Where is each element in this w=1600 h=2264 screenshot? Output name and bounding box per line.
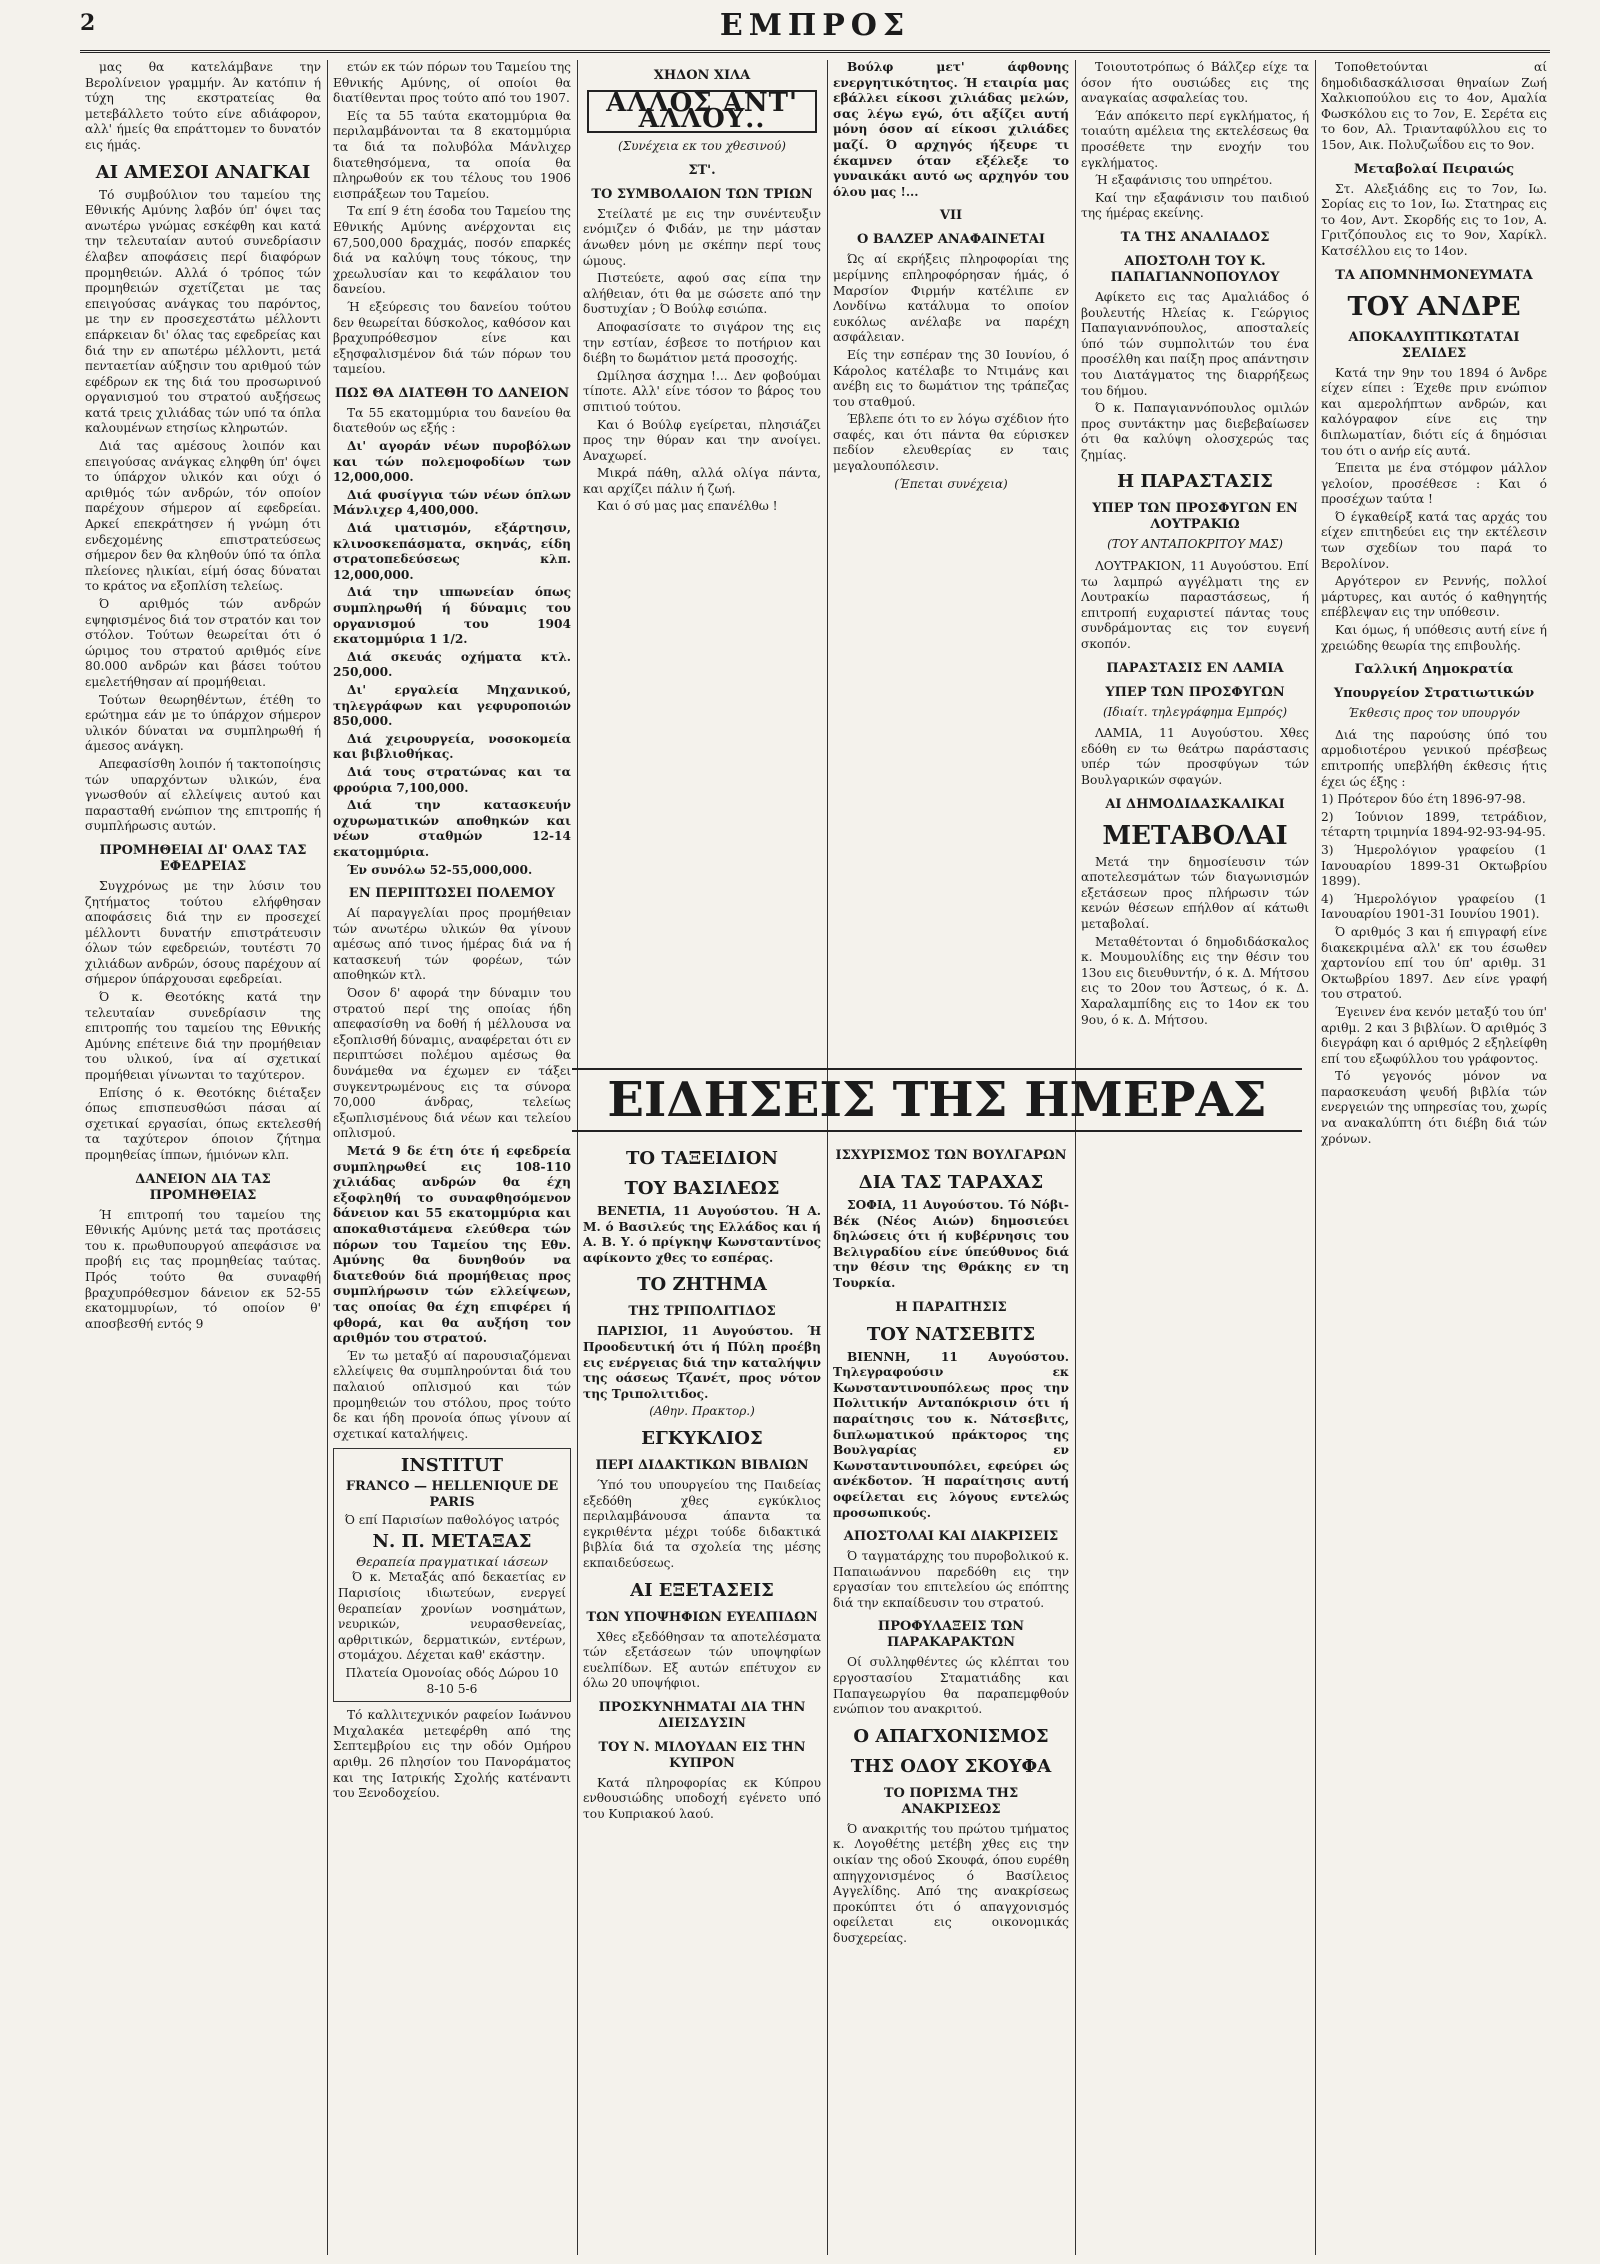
article-text: Έπειτα με ένα στόμφον μάλλον γελοίον, προσέθεσε : Και ό προσέχων ταύτα ! (1321, 461, 1547, 507)
newspaper-name: ΕΜΠΡΟΣ (719, 8, 911, 43)
article-text: ετών εκ τών πόρων του Ταμείου της Εθνικής Αμύνης, οί οποίοι θα διατίθενται προς τούτο από του 1907. (333, 60, 571, 106)
section-heading: Η ΠΑΡΑΣΤΑΣΙΣ (1117, 471, 1273, 493)
list-item: Διά φυσίγγια τών νέων όπλων Μάνλιχερ 4,400,000. (333, 487, 571, 518)
section-heading: ΑΠΟΣΤΟΛΑΙ ΚΑΙ ΔΙΑΚΡΙΣΕΙΣ (843, 1529, 1059, 1545)
section-heading: ΑΠΟΣΤΟΛΗ ΤΟΥ Κ. ΠΑΠΑΓΙΑΝΝΟΠΟΥΛΟΥ (1110, 253, 1280, 285)
section-heading: Η ΠΑΡΑΙΤΗΣΙΣ (895, 1299, 1007, 1315)
section-heading: ΔΑΝΕΙΟΝ ΔΙΑ ΤΑΣ ΠΡΟΜΗΘΕΙΑΣ (135, 1171, 271, 1203)
section-heading: ΠΕΡΙ ΔΙΔΑΚΤΙΚΩΝ ΒΙΒΛΙΩΝ (595, 1457, 809, 1473)
column-3 (583, 60, 821, 1060)
section-heading: ΤΩΝ ΥΠΟΨΗΦΙΩΝ ΕΥΕΛΠΙΔΩΝ (586, 1609, 818, 1625)
section-heading: ΤΟΥ ΝΑΤΣΕΒΙΤΣ (866, 1323, 1036, 1345)
section-heading: ΤΟΥ ΑΝΔΡΕ (1347, 291, 1521, 322)
section-heading: ΤΗΣ ΤΡΙΠΟΛΙΤΙΔΟΣ (628, 1304, 776, 1320)
article-text: Μεταθέτονται ό δημοδιδάσκαλος κ. Μουμουλίδης εις την θέσιν του 13ου εις διευθυντήν, ό κ. Δ. Μήτσου εις το 20ον του Άστεως, ό κ. Δ. Χαραλαμπίδης εις το 14ον εκ του 9ου, ό κ. Δ. Μήτσου. (1081, 934, 1309, 1027)
column-4-lower (833, 1140, 1069, 2255)
article-text: Ό ταγματάρχης του πυροβολικού κ. Παπαιωάννου παρεδόθη εις την εργασίαν του επιτελείου ώς επόπτης διά την εκπαίδευσιν του στρατού. (833, 1549, 1069, 1610)
column-divider (327, 60, 328, 2255)
article-text: Πιστεύετε, αφού σας είπα την αλήθειαν, ότι θα με σώσετε από την δυστυχίαν ; Ό Βούλφ εσιώπα. (583, 271, 821, 317)
article-text: Αφίκετο εις τας Αμαλιάδος ό βουλευτής Ηλείας κ. Γεώργιος Παπαγιαννόπουλος, αποσταλείς ύπό τών συμπολιτών του ένα προσέλθη και παίξη προς απάντησιν του Διατάγματος της διαρρήξεως του δήμου. (1081, 289, 1309, 398)
article-text: Τοποθετούνται αί δημοδιδασκάλισσαι θηναίων Ζωή Χαλκιοπούλου εις το 4ον, Αμαλία Φωσκόλου εις το 7ον, Ε. Σερέτα εις το 6ον, Αλ. Τριανταφύλλου εις το 15ον, Αικ. Πολυζωΐδου εις το 9ον. (1321, 60, 1547, 152)
article-text: Είς τα 55 ταύτα εκατομμύρια θα περιλαμβάνονται τα 8 εκατομμύρια τα διά τα πολυβόλα Μάνλιχερ διατεθησόμενα, τα οποία θα πληρωθούν εκ του τέλους του 1906 εισπράξεων του Ταμείου. (333, 108, 571, 201)
section-heading: ΑΙ ΑΜΕΣΟΙ ΑΝΑΓΚΑΙ (95, 161, 311, 183)
article-text: Τό συμβούλιον του ταμείου της Εθνικής Αμύνης λαβόν ύπ' όψει τας ανωτέρω γνώμας εσκέφθη και κατά την τελευταίαν αυτού συνεδρίασιν έλαβεν αποφάσεις περί διαφόρων προμηθειών. Αλλά ό τρόπος τών προμηθειών σχετίζεται με τας επειγούσας ανάγκας του παρόντος, με την εν προσεχεστάτω μέλλοντι επάρκειαν δι' όλας τας εφεδρείας και διά την εν απωτέρω μέλλοντι, μετά πενταετίαν αύξησιν του αριθμού τών εφέδρων εκ της διά του προσωρινού οργανισμού του στρατού αυξήσεως κατά τρεις χιλιάδας τών υπό τα όπλα καλουμένων ετησίως κληρωτών. (85, 187, 321, 436)
chapter-number: ΣΤ'. (688, 162, 716, 178)
ad-address: Πλατεία Ομονοίας οδός Δώρου 10 (345, 1666, 559, 1681)
article-text: Ώς αί εκρήξεις πληροφορίαι της μερίμνης επληροφόρησαν ήμάς, ό Μαρσίον Φιρμήν κατέλιπε εν Λονδίνω κατάλυμα το οποίον ευκόλως ανέλαβε να παρέχη ασφάλειαν. (833, 252, 1069, 345)
article-text: Και ό σύ μας μας επανέλθω ! (597, 499, 778, 514)
chapter-title: Ο ΒΑΛΖΕΡ ΑΝΑΦΑΙΝΕΤΑΙ (857, 232, 1045, 248)
column-divider (827, 60, 828, 2255)
section-heading: ΔΙΑ ΤΑΣ ΤΑΡΑΧΑΣ (858, 1172, 1044, 1193)
section-heading: ΧΗΔΟΝ ΧΙΛΑ (653, 68, 751, 83)
article-text: Διά τας αμέσους λοιπόν και επειγούσας ανάγκας εληφθη ύπ' όψει το ύπάρχον υλικόν και ούχι ό αριθμός τών ανδρών, τόν οποίον παρέχουν σήμερον αί εφεδρείαι. Αρκεί επεκράτησεν ή γνώμη ότι ενδεχομένης επιστρατεύσεως σήμερον δεν θα κληθούν ύπό τα όπλα πλείονες ηλικίαι, είμή όσας δύναται το κράτος να εξοπλίση τελείως. (85, 439, 321, 594)
section-heading: ΤΗΣ ΟΔΟΥ ΣΚΟΥΦΑ (850, 1755, 1052, 1777)
masthead (80, 8, 1550, 52)
chapter-number: VII (939, 208, 963, 224)
continued-note: (Έπεται συνέχεια) (894, 476, 1008, 491)
article-text: Τό καλλιτεχνικόν ραφείον Ιωάννου Μιχαλακέα μετεφέρθη από της Σεπτεμβρίου εις την οδόν Ομήρου αριθμ. 26 πλησίον του Πανοράματος και της Ιατρικής Σχολής κατέναντι του Ξενοδοχείου. (333, 1708, 571, 1801)
list-item: Δι' αγοράν νέων πυροβόλων και τών πολεμοφοδίων των 12,000,000. (333, 439, 571, 485)
article-text: Τα επί 9 έτη έσοδα του Ταμείου της Εθνικής Αμύνης ανέρχονται εις 67,500,000 δραχμάς, ποσόν επαρκές διά να καλύψη τους τόκους, την χρεωλυσίαν και το κεφάλαιον του δανείου. (333, 204, 571, 297)
article-text: Τούτων θεωρηθέντων, έτέθη το ερώτημα εάν με το ύπάρχον σήμερον υλικόν δύναται να συμπληρωθή ή άμεσος ανάγκη. (85, 692, 321, 754)
list-item: Διά σκευάς οχήματα κτλ. 250,000. (333, 649, 571, 680)
article-text: μας θα κατελάμβανε την Βερολίνειον γραμμήν. Άν κατόπιν ή τύχη της εκστρατείας θα μετεβάλλετο τούτο είνε αδιάφορον, αλλ' ήμείς θα επράττομεν το δυνατόν εις ήμάς. (85, 60, 321, 152)
article-text: Ύπό του υπουργείου της Παιδείας εξεδόθη χθες εγκύκλιος περιλαμβάνουσα άπαντα τα εγκριθέντα μέχρι τούδε διδακτικά βιβλία διά τα σχολεία της μέσης εκπαιδεύσεως. (583, 1477, 821, 1570)
article-text: ΛΑΜΙΑ, 11 Αυγούστου. Χθες εδόθη εν τω θεάτρω παράστασις υπέρ τών προσφύγων τών Βουλγαρικών σφαγών. (1081, 726, 1309, 787)
masthead-rule (80, 50, 1550, 53)
article-text: Απεφασίσθη λοιπόν ή τακτοποίησις τών υπαρχόντων υλικών, ένα γνωσθούν αί ελλείψεις αυτού και παρασταθή ενώπιον της επιτροπής ή συμπλήρωσις αυτών. (85, 756, 321, 834)
ad-body: Ό κ. Μεταξάς από δεκαετίας εν Παρισίοις ιδιωτεύων, ενεργεί θεραπείαν χρονίων νοσημάτων, νευρικών, νευρασθενείας, αρθριτικών, δερματικών, εντέρων, στομάχου. Δέχεται καθ' εκάστην. (338, 1570, 566, 1663)
article-text: Αί παραγγελίαι προς προμήθειαν τών ανωτέρω υλικών θα γίνουν αμέσως από τινος ήμέρας διά να ή κατασκευή τών φορέων, τών αποθηκών κτλ. (333, 906, 571, 983)
section-heading: Υπουργείον Στρατιωτικών (1333, 686, 1535, 702)
article-text: Μικρά πάθη, αλλά ολίγα πάντα, και αρχίζει πάλιν ή ζωή. (583, 466, 821, 496)
ad-line: Ό επί Παρισίων παθολόγος ιατρός (344, 1513, 560, 1528)
section-heading: ΕΓΚΥΚΛΙΟΣ (641, 1427, 763, 1449)
section-heading: ΠΡΟΣΚΥΝΗΜΑΤΑΙ ΔΙΑ ΤΗΝ ΔΙΕΙΣΔΥΣΙΝ (598, 1699, 806, 1731)
serial-title: ΑΛΛΟΣ ΑΝΤ' ΑΛΛΟΥ.. (587, 90, 817, 133)
article-text: Ή εξαφάνισις του υπηρέτου. (1095, 173, 1273, 188)
column-4 (833, 60, 1069, 1060)
section-heading: ΑΙ ΔΗΜΟΔΙΔΑΣΚΑΛΙΚΑΙ (1105, 796, 1285, 812)
article-text: Κατά την 9ην του 1894 ό Άνδρε είχεν είπει : Έχεθε πριν ενώπιον και αμερολήπτων ανδρών, και καλόγραφον είνε εις την διπλωματίαν, διότι είς ά δημόσιαι του ότι ο ανήρ είς αυτά. (1321, 365, 1547, 458)
list-item: Διά τους στρατώνας και τα φρούρια 7,100,000. (333, 764, 571, 795)
article-text: Ό κ. Παπαγιαννόπουλος ομιλών προς συντάκτην μας διεβεβαίωσεν ότι θα καλύψη ολοσχερώς τας ζημίας. (1081, 401, 1309, 462)
list-item: Διά χειρουργεία, νοσοκομεία και βιβλιοθήκας. (333, 731, 571, 762)
section-heading: ΠΡΟΦΥΛΑΞΕΙΣ ΤΩΝ ΠΑΡΑΚΑΡΑΚΤΩΝ (877, 1619, 1025, 1651)
article-text: Έβλεπε ότι το εν λόγω σχέδιον ήτο σαφές, και ότι πάντα θα εύρισκεν πεδίον ελευθερίας εν ταις μεγαλουπόλεσιν. (833, 412, 1069, 474)
article-text: ΠΑΡΙΣΙΟΙ, 11 Αυγούστου. Ή Προοδευτική ότι ή Πύλη προέβη εις ενέργειας διά την καταλήψιν της οάσεως Τζανέτ, προς νότον της Τριπολιτιδος. (583, 1324, 821, 1401)
section-heading: Μεταβολαί Πειραιώς (1354, 161, 1514, 177)
section-heading: ΑΠΟΚΑΛΥΠΤΙΚΩΤΑΤΑΙ ΣΕΛΙΔΕΣ (1348, 329, 1520, 361)
article-text: Ό αριθμός τών ανδρών εψηφισμένος διά τον στρατόν και τον στόλον. Τούτων θεωρείται ότι ό ώριμος του στρατού αριθμός είνε 80.000 ανδρών και βάσει τούτου εμελετήθησαν αί προμήθειαι. (85, 597, 321, 689)
advertisement (333, 1448, 571, 1702)
section-heading: ΤΟ ΤΑΞΕΙΔΙΟΝ (625, 1148, 779, 1169)
ad-specialty: Θεραπεία πραγματικαί ιάσεων (356, 1554, 548, 1569)
article-text: Κατά πληροφορίας εκ Κύπρου ενθουσιώδης υποδοχή εγένετο υπό του Κυπριακού λαού. (583, 1775, 821, 1822)
subtitle: Έκθεσις προς τον υπουργόν (1348, 706, 1520, 721)
article-text: Είς την εσπέραν της 30 Ιουνίου, ό Κάρολος κατέλαβε το Ντιμάνς και ανέβη εις το δωμάτιον της τράπεζας του σταθμού. (833, 347, 1069, 409)
article-text: Ό έγκαθείρξ κατά τας αρχάς του είχεν επιτηδεύει εις την εκτέλεσιν των σχεδίων του παρά το Βερολίνον. (1321, 509, 1547, 571)
section-heading: ΠΩΣ ΘΑ ΔΙΑΤΕΘΗ ΤΟ ΔΑΝΕΙΟΝ (334, 385, 570, 401)
article-text: Ωμίλησα άσχημα !... Δεν φοβούμαι τίποτε. Αλλ' είνε τόσον το βάρος του σπιτιού τούτου. (583, 368, 821, 414)
article-text: Έάν απόκειτο περί εγκλήματος, ή τοιαύτη αμέλεια της εκτελέσεως θα προσέθετε την ενοχήν του εγκλήματος. (1081, 108, 1309, 170)
column-divider (1075, 60, 1076, 2255)
list-item: Διά ιματισμόν, εξάρτησιν, κλινοσκεπάσματα, σκηνάς, είδη στρατοπεδεύσεως κλπ. 12,000,000. (333, 521, 571, 582)
page-number: 2 (80, 10, 96, 36)
section-heading: ΤΟΥ Ν. ΜΙΛΟΥΔΑΝ ΕΙΣ ΤΗΝ ΚΥΠΡΟΝ (598, 1739, 806, 1771)
list-item: Έν συνόλω 52-55,000,000. (347, 862, 533, 877)
article-text: Όσον δ' αφορά την δύναμιν του στρατού περί της οποίας ήδη απεφασίσθη να δοθή ή μέλλουσα να εξοπλισθή δύναμις, αναφέρεται ότι εν περιπτώσει πολέμου αμέσως θα δυνάμεθα να έχωμεν εν τάξει συγκεντρωμένους εις τα σύνορα 70,000 άνδρας, τελείως εξωπλισμένους διά νέων και τελείου οπλισμού. (333, 986, 571, 1141)
section-heading: ΙΣΧΥΡΙΣΜΟΣ ΤΩΝ ΒΟΥΛΓΑΡΩΝ (835, 1148, 1067, 1163)
article-text: Αργότερον εν Ρεννής, πολλοί μάρτυρες, και αυτός ό καθηγητής επέβλεψαν εις την υπόθεσιν. (1321, 574, 1547, 620)
list-item: 4) Ήμερολόγιον γραφείου (1 Ιανουαρίου 1901-31 Ιουνίου 1901). (1321, 891, 1547, 922)
list-item: 2) Ίούνιον 1899, τετράδιον, τέταρτη τριμηνία 1894-92-93-94-95. (1321, 809, 1547, 840)
subtitle: (ΤΟΥ ΑΝΤΑΠΟΚΡΙΤΟΥ ΜΑΣ) (1107, 537, 1283, 552)
subtitle: (Ιδιαίτ. τηλεγράφημα Εμπρός) (1102, 704, 1288, 719)
column-3-lower (583, 1140, 821, 2255)
ad-subheading: FRANCO — HELLENIQUE DE PARIS (345, 1479, 559, 1511)
article-text: Στ. Αλεξιάδης εις το 7ον, Ιω. Σορίας εις το 1ον, Ιω. Στατηρας εις το 4ον, Αντ. Σκορδής εις το 1ον, Α. Γριτζόπουλος εις το 9ον, Χαρίκλ. Κατσέλλου εις το 14ον. (1321, 181, 1547, 258)
article-text: Τα 55 εκατομμύρια του δανείου θα διατεθούν ως εξής : (333, 405, 571, 436)
article-text: Έγεινεν ένα κενόν μεταξύ του ύπ' αριθμ. 2 και 3 βιβλίων. Ό αριθμός 3 διεγράφη και ό αριθμός 2 εξηλείφθη επί του εξωφύλλου του γράφοντος. (1321, 1004, 1547, 1066)
section-heading: ΤΟ ΠΟΡΙΣΜΑ ΤΗΣ ΑΝΑΚΡΙΣΕΩΣ (883, 1785, 1019, 1817)
article-text: Έν τω μεταξύ αί παρουσιαζόμεναι ελλείψεις θα συμπληρούνται διά του παλαιού οπλισμού και τών προμηθειών του στόλου, προς τούτο δε και ήδη προνοία όπως γίνουν αί σχετικαί καταλήψεις. (333, 1348, 571, 1441)
column-2 (333, 60, 571, 2255)
section-heading: Ο ΑΠΑΓΧΟΝΙΣΜΟΣ (853, 1725, 1049, 1747)
ad-hours: 8-10 5-6 (426, 1681, 478, 1696)
article-text: Χθες εξεδόθησαν τα αποτελέσματα τών εξετάσεων τών υποψηφίων ευελπίδων. Εξ αυτών επέτυχον εν όλω 20 υποψήφιοι. (583, 1629, 821, 1691)
list-item: 1) Πρότερον δύο έτη 1896-97-98. (1321, 792, 1526, 807)
article-text: Οί συλληφθέντες ώς κλέπται του εργοστασίου Σταματιάδης και Παπαγεωργίου θα παραπεμφθούν ενώπιον του ανακριτού. (833, 1655, 1069, 1717)
ad-name: Ν. Π. ΜΕΤΑΞΑΣ (372, 1530, 532, 1552)
list-item: 3) Ήμερολόγιον γραφείου (1 Ιανουαρίου 1899-31 Οκτωβρίου 1899). (1321, 842, 1547, 889)
section-heading: ΤΟΥ ΒΑΣΙΛΕΩΣ (624, 1178, 780, 1199)
article-text: Διά της παρούσης ύπό του αρμοδιοτέρου γενικού πρέσβεως επιτροπής υπεβλήθη έκθεσις ήτις έχει ώς έξης : (1321, 727, 1547, 789)
article-text: Και όμως, ή υπόθεσις αυτή είνε ή χρειώδης θεωρία της επιβουλής. (1321, 623, 1547, 653)
section-heading: ΤΑ ΑΠΟΜΝΗΜΟΝΕΥΜΑΤΑ (1335, 267, 1533, 283)
article-text: Επίσης ό κ. Θεοτόκης διέταξεν όπως επισπευσθώσι πάσαι αί σχετικαί εργασίαι, όπως εκτελεσθή τα ταχύτερον όποιον ζήτημα προμηθείας ίππων, ήμιόνων κλπ. (85, 1085, 321, 1162)
article-text: Συγχρόνως με την λύσιν του ζητήματος τούτου ελήφθησαν αποφάσεις διά την εν προσεχεί μέλλοντι δυνατήν επιστράτευσιν όλων τών εφεδρειών, τουτέστι 70 χιλιάδων ανδρών, όσους παρέχουν αί σήμερον ύπάρχουσαι εφεδρείαι. (85, 878, 321, 987)
section-heading: Γαλλική Δημοκρατία (1354, 662, 1514, 678)
article-text: Μετά την δημοσίευσιν τών αποτελεσμάτων τών διαγωνισμών εξετάσεων προς πλήρωσιν τών κενών θέσεων επήλθον αί κάτωθι μεταβολαί. (1081, 854, 1309, 931)
list-item: Διά την κατασκευήν οχυρωματικών αποθηκών και νέων σταθμών 12-14 εκατομμύρια. (333, 798, 571, 859)
source-note: (Αθην. Πρακτορ.) (649, 1404, 755, 1419)
section-heading: ΠΑΡΑΣΤΑΣΙΣ ΕΝ ΛΑΜΙΑ (1106, 660, 1284, 676)
section-heading: ΜΕΤΑΒΟΛΑΙ (1102, 820, 1288, 851)
article-text: ΛΟΥΤΡΑΚΙΟΝ, 11 Αυγούστου. Επί τω λαμπρώ αγγέλματι της εν Λουτρακίω παραστάσεως, ή επιτροπή ευχαριστεί πάντας τους συνδράμοντας εις τον ευγενή σκοπόν. (1081, 559, 1309, 652)
section-heading: ΑΙ ΕΞΕΤΑΣΕΙΣ (630, 1579, 774, 1601)
article-text: Ό ανακριτής του πρώτου τμήματος κ. Λογοθέτης μετέβη χθες εις την οικίαν της οδού Σκουφά, όπου ευρέθη απηγχονισμένος ό Βασίλειος Αγγελίδης. Από της ανακρίσεως προκύπτει ότι ό απαγχονισμός οφείλεται εις οικονομικάς δυσχερείας. (833, 1821, 1069, 1945)
article-text: Και ό Βούλφ εγείρεται, πλησιάζει προς την θύραν και την ανοίγει. Αναχωρεί. (583, 417, 821, 463)
article-text: Αποφασίσατε το σιγάρον της εις την εστίαν, έσβεσε το ποτήριον και διέβη το δωμάτιον μετά προσοχής. (583, 319, 821, 366)
article-text: Στείλατέ με εις την συνέντευξιν ενόμιζεν ό Φιδάν, με την μάσταν άνωθεν μόνη με σκέπην περί τους ώμους. (583, 206, 821, 268)
article-text: ΣΟΦΙΑ, 11 Αυγούστου. Τό Νόβι-Βέκ (Νέος Αιών) δημοσιεύει δηλώσεις ότι ή κυβέρνησις του Βελιγραδίου είνε ύπεύθυνος διά την θέσιν της Θράκης εν τη Τουρκία. (833, 1198, 1069, 1290)
article-text: Βούλφ μετ' άφθονης ενεργητικότητος. Ή εταιρία μας εβάλλει είκοσι χιλιάδας μελών, σας λέγω εγώ, ότι αξίζει αυτή μόνη όσον αί είκοσι χιλιάδες μαζί. Ό αρχηγός ήξευρε τι έκαμνεν όταν εξέλεξε το γυναικάκι αυτό ως αρχηγόν του όλου μας !... (833, 60, 1069, 199)
article-text: Τό γεγονός μόνον να παρασκευάση ψευδή βιβλία τών ενεργειών της υπηρεσίας του, χωρίς να ανακαλύπτη ότι διέβη διά τών χρόνων. (1321, 1069, 1547, 1146)
ad-heading: INSTITUT (400, 1455, 504, 1477)
column-1 (85, 60, 321, 2255)
article-text: Ό κ. Θεοτόκης κατά την τελευταίαν συνεδρίασιν της επιτροπής του ταμείου της Εθνικής Αμύνης επέτεινε διά την προμήθειαν του υλικού, ίνα αί σχετικαί προμήθειαι γίνωνται το ταχύτερον. (85, 990, 321, 1083)
article-text: ΒΙΕΝΝΗ, 11 Αυγούστου. Τηλεγραφούσιν εκ Κωνσταντινουπόλεως προς την Πολιτικήν Ανταπόκρισιν ότι ή παραίτησις του κ. Νάτσεβιτς, διπλωματικού πράκτορος της Βουλγαρίας εν Κωνσταντινουπόλει, εφεύρει ώς ανέκδοτον. Ή παραίτησις αυτή οφείλεται εις λόγους εντελώς προσωπικούς. (833, 1349, 1069, 1520)
column-6 (1321, 60, 1547, 2255)
article-text: Ό αριθμός 3 και ή επιγραφή είνε διακεκριμένα αλλ' εκ του έσωθεν χαρτονίου επί του ύπ' αριθμ. 31 Οκτωβρίου 1897. Δεν είνε γραφή του στρατού. (1321, 924, 1547, 1002)
chapter-title: ΤΟ ΣΥΜΒΟΛΑΙΟΝ ΤΩΝ ΤΡΙΩΝ (591, 186, 813, 202)
article-text: Ή εξεύρεσις του δανείου τούτου δεν θεωρείται δύσκολος, καθόσον και βραχυπρόθεσμον είνε και εξησφαλισμένον διά τών πόρων του ταμείου. (333, 299, 571, 377)
article-text: Τοιουτοτρόπως ό Βάλζερ είχε τα όσον ήτο ουσιώδες εις της αναγκαίας ασφαλείας του. (1081, 60, 1309, 106)
list-item: Δι' εργαλεία Μηχανικού, τηλεγράφων και γεφυροποιών 850,000. (333, 682, 571, 729)
column-5 (1081, 60, 1309, 2255)
subtitle: (Συνέχεια εκ του χθεσινού) (618, 139, 786, 154)
article-text: ΒΕΝΕΤΙΑ, 11 Αυγούστου. Ή Α. Μ. ό Βασιλεύς της Ελλάδος και ή Α. Β. Υ. ό πρίγκηψ Κωνσταντίνος αφίκοντο χθες το εσπέρας. (583, 1204, 821, 1265)
news-of-the-day-banner: ΕΙΔΗΣΕΙΣ ΤΗΣ ΗΜΕΡΑΣ (572, 1068, 1302, 1132)
section-heading: ΤΟ ΖΗΤΗΜΑ (637, 1274, 767, 1296)
section-heading: ΥΠΕΡ ΤΩΝ ΠΡΟΣΦΥΓΩΝ ΕΝ ΛΟΥΤΡΑΚΙΩ (1092, 501, 1298, 533)
list-item: Διά την ιππωνείαν όπως συμπληρωθή ή δύναμις του οργανισμού του 1904 εκατομμύρια 1 1/2. (333, 585, 571, 647)
column-divider (1315, 60, 1316, 2255)
section-heading: ΥΠΕΡ ΤΩΝ ΠΡΟΣΦΥΓΩΝ (1105, 684, 1285, 700)
column-divider (577, 60, 578, 2255)
article-text: Καί την εξαφάνισιν του παιδιού της ήμέρας εκείνης. (1081, 190, 1309, 221)
section-heading: ΕΝ ΠΕΡΙΠΤΩΣΕΙ ΠΟΛΕΜΟΥ (348, 886, 556, 902)
article-text: Ή επιτροπή του ταμείου της Εθνικής Αμύνης μετά τας προτάσεις του κ. πρωθυπουργού απεφάσισε να προβή εις τας προμηθείας ταύτας. Πρός τούτο θα συναφθή βραχυπρόθεσμον δάνειον εκ 52-55 εκατομμυρίων, τό οποίον θ' αποσβεσθή εντός 9 (85, 1207, 321, 1331)
section-heading: ΤΑ ΤΗΣ ΑΝΑΛΙΑΔΟΣ (1120, 229, 1270, 245)
article-text: Μετά 9 δε έτη ότε ή εφεδρεία συμπληρωθεί εις 108-110 χιλιάδας ανδρών θα έχη εξοφληθή το συναφθησόμενον δάνειον και 55 εκατομμύρια και αποκαθιστάμενα ελεύθερα τών πόρων του Ταμείου της Εθν. Αμύνης θα δυνηθούν να διατεθούν διά προμήθειας προς συμπλήρωσιν τών ελλείψεων, τας οποίας θα έχη επιφέρει ή φθορά, και θα αυξήση τον αριθμόν του στρατού. (333, 1144, 571, 1346)
section-heading: ΠΡΟΜΗΘΕΙΑΙ ΔΙ' ΟΛΑΣ ΤΑΣ ΕΦΕΔΡΕΙΑΣ (99, 842, 307, 874)
